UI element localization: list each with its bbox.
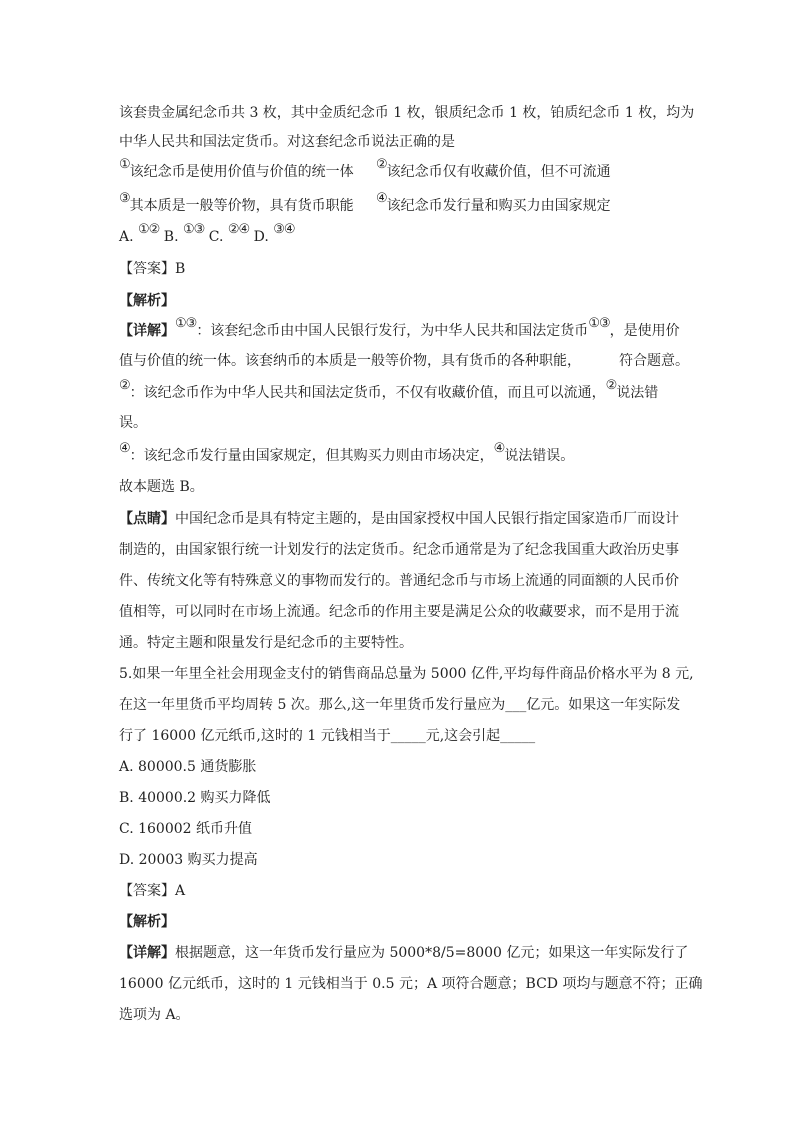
q4-tip-line-2: 制造的，由国家银行统一计划发行的法定货币。纪念币通常是为了纪念我国重大政治历史事 [119,542,679,558]
q4-detail-line-1: 【详解】①③：该套纪念币由中国人民银行发行，为中华人民共和国法定货币①③，是使用价 [119,316,680,339]
q5-detail-line-2: 16000 亿元纸币，这时的 1 元钱相当于 0.5 元；A 项符合题意；BCD 项均与题意不符；正确 [119,976,703,992]
q5-stem-line-1: 5.如果一年里全社会用现金支付的销售商品总量为 5000 亿件,平均每件商品价格水平为 8 元, [119,666,694,682]
q4-analysis-heading: 【解析】 [119,293,175,309]
q4-answer: 【答案】B [119,261,186,277]
q4-statement-3: ③其本质是一般等价物，具有货币职能 [119,191,354,214]
q4-tip-line-1: 【点睛】中国纪念币是具有特定主题的，是由国家授权中国人民银行指定国家造币厂而设计 [119,511,679,527]
q4-detail-line-5: ④：该纪念币发行量由国家规定，但其购买力则由市场决定，④说法错误。 [119,441,575,464]
q5-option-c: C. 160002 纸币升值 [119,821,253,837]
q4-detail-line-4: 误。 [119,415,147,431]
q5-analysis-heading: 【解析】 [119,914,175,930]
q4-statement-1: ①该纪念币是使用价值与价值的统一体 [119,157,354,180]
q4-tip-line-3: 件、传统文化等有特殊意义的事物而发行的。普通纪念币与市场上流通的同面额的人民币价 [119,573,679,589]
q4-tip-line-5: 通。特定主题和限量发行是纪念币的主要特性。 [119,635,413,651]
q4-stem-line-1: 该套贵金属纪念币共 3 枚，其中金质纪念币 1 枚，银质纪念币 1 枚，铂质纪念币 1 枚，均为 [119,105,695,121]
q4-tip-line-4: 值相等，可以同时在市场上流通。纪念币的作用主要是满足公众的收藏要求，而不是用于流 [119,604,679,620]
q5-option-d: D. 20003 购买力提高 [119,852,258,868]
q4-detail-line-2: 值与价值的统一体。该套纳币的本质是一般等价物，具有货币的各种职能， 符合题意。 [119,353,689,369]
q4-conclusion: 故本题选 B。 [119,479,204,495]
q5-answer: 【答案】A [119,883,186,899]
q5-detail-line-3: 选项为 A。 [119,1007,190,1023]
q5-stem-line-2: 在这一年里货币平均周转 5 次。那么,这一年里货币发行量应为___亿元。如果这一年实际发 [119,697,681,713]
q5-option-b: B. 40000.2 购买力降低 [119,790,271,806]
q4-detail-line-3: ②：该纪念币作为中华人民共和国法定货币，不仅有收藏价值，而且可以流通，②说法错 [119,378,659,401]
q5-detail-line-1: 【详解】根据题意，这一年货币发行量应为 5000*8/5=8000 亿元；如果这一年实际发行了 [119,945,689,961]
q5-stem-line-3: 行了 16000 亿元纸币,这时的 1 元钱相当于_____元,这会引起_____ [119,728,536,744]
q4-statement-2: ②该纪念币仅有收藏价值，但不可流通 [376,157,611,180]
q5-option-a: A. 80000.5 通货膨胀 [119,759,257,775]
q4-options: A. ①② B. ①③ C. ②④ D. ③④ [119,222,295,245]
q4-stem-line-2: 中华人民共和国法定货币。对这套纪念币说法正确的是 [119,134,455,150]
q4-statement-4: ④该纪念币发行量和购买力由国家规定 [376,191,611,214]
